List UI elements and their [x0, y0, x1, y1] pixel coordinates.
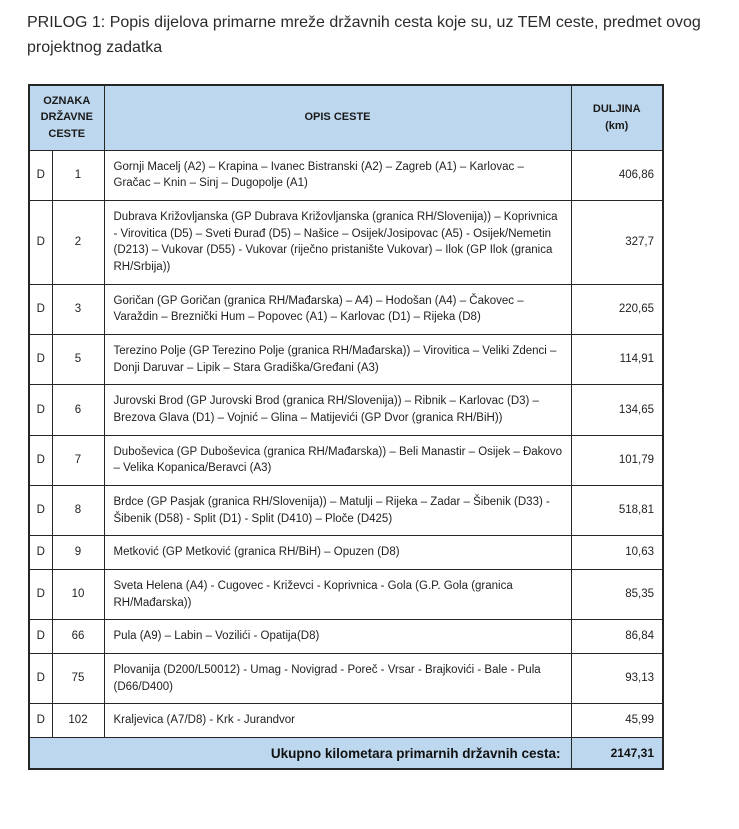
road-prefix-cell: D: [29, 704, 52, 738]
road-number-cell: 9: [52, 536, 104, 570]
table-row: [29, 334, 663, 384]
header-cell-oznaka: OZNAKA DRŽAVNE CESTE: [29, 85, 104, 151]
road-length-cell: 406,86: [571, 150, 663, 200]
table-row: [29, 536, 663, 570]
road-length-cell: 518,81: [571, 486, 663, 536]
roads-table-body: [29, 150, 663, 737]
road-prefix-cell: D: [29, 486, 52, 536]
road-number-cell: 8: [52, 486, 104, 536]
table-row: [29, 200, 663, 284]
road-length-cell: 93,13: [571, 654, 663, 704]
road-prefix-cell: D: [29, 654, 52, 704]
road-number-cell: 7: [52, 435, 104, 485]
table-row: [29, 385, 663, 435]
road-description-cell: Metković (GP Metković (granica RH/BiH) – Opuzen (D8): [104, 536, 571, 570]
road-prefix-cell: D: [29, 150, 52, 200]
road-number-cell: 2: [52, 200, 104, 284]
header-duljina-line1: DULJINA: [592, 103, 641, 116]
header-duljina-line2: (km): [605, 119, 629, 132]
road-number-cell: 66: [52, 620, 104, 654]
road-description-cell: Plovanija (D200/L50012) - Umag - Novigrad - Poreč - Vrsar - Brajkovići - Bale - Pula (D66/D400): [104, 654, 571, 704]
road-length-cell: 86,84: [571, 620, 663, 654]
table-footer: [29, 738, 663, 770]
table-row: [29, 150, 663, 200]
road-number-cell: 102: [52, 704, 104, 738]
road-description-cell: Duboševica (GP Duboševica (granica RH/Mađarska)) – Beli Manastir – Osijek – Đakovo – Velika Kopanica/Beravci (A3): [104, 435, 571, 485]
table-row: [29, 620, 663, 654]
road-number-cell: 3: [52, 284, 104, 334]
road-prefix-cell: D: [29, 570, 52, 620]
road-prefix-cell: D: [29, 200, 52, 284]
table-row: [29, 284, 663, 334]
road-description-cell: Goričan (GP Goričan (granica RH/Mađarska) – A4) – Hodošan (A4) – Čakovec – Varaždin – Breznički Hum – Popovec (A1) – Karlovac (D1) – Rijeka (D8): [104, 284, 571, 334]
road-number-cell: 10: [52, 570, 104, 620]
table-row: [29, 654, 663, 704]
roads-table: [28, 84, 664, 770]
road-number-cell: 75: [52, 654, 104, 704]
road-description-cell: Jurovski Brod (GP Jurovski Brod (granica RH/Slovenija)) – Ribnik – Karlovac (D3) – Brezova Glava (D1) – Vojnić – Glina – Matijevići (GP Dvor (granica RH/BiH)): [104, 385, 571, 435]
road-prefix-cell: D: [29, 334, 52, 384]
road-length-cell: 220,65: [571, 284, 663, 334]
road-description-cell: Pula (A9) – Labin – Vozilići - Opatija(D8): [104, 620, 571, 654]
road-description-cell: Terezino Polje (GP Terezino Polje (granica RH/Mađarska)) – Virovitica – Veliki Zdenci – Donji Daruvar – Lipik – Stara Gradiška/Gređani (A3): [104, 334, 571, 384]
road-number-cell: 1: [52, 150, 104, 200]
road-description-cell: Brdce (GP Pasjak (granica RH/Slovenija)) – Matulji – Rijeka – Zadar – Šibenik (D33) - Šibenik (D58) - Split (D1) - Split (D410) – Ploče (D425): [104, 486, 571, 536]
road-prefix-cell: D: [29, 620, 52, 654]
road-length-cell: 10,63: [571, 536, 663, 570]
table-row: [29, 704, 663, 738]
road-length-cell: 45,99: [571, 704, 663, 738]
table-header: [29, 85, 663, 151]
table-row: [29, 435, 663, 485]
total-label: Ukupno kilometara primarnih državnih cesta:: [29, 738, 571, 770]
road-number-cell: 6: [52, 385, 104, 435]
road-description-cell: Kraljevica (A7/D8) - Krk - Jurandvor: [104, 704, 571, 738]
page-title: PRILOG 1: Popis dijelova primarne mreže državnih cesta koje su, uz TEM ceste, predmet ovog projektnog zadatka: [27, 14, 701, 56]
road-length-cell: 134,65: [571, 385, 663, 435]
header-cell-duljina: [571, 85, 663, 151]
header-row: [29, 85, 663, 151]
road-length-cell: 101,79: [571, 435, 663, 485]
road-length-cell: 114,91: [571, 334, 663, 384]
road-prefix-cell: D: [29, 536, 52, 570]
road-length-cell: 327,7: [571, 200, 663, 284]
total-value: 2147,31: [571, 738, 663, 770]
road-number-cell: 5: [52, 334, 104, 384]
road-description-cell: Gornji Macelj (A2) – Krapina – Ivanec Bistranski (A2) – Zagreb (A1) – Karlovac – Gračac – Knin – Sinj – Dugopolje (A1): [104, 150, 571, 200]
header-cell-opis: OPIS CESTE: [104, 85, 571, 151]
road-prefix-cell: D: [29, 435, 52, 485]
road-description-cell: Sveta Helena (A4) - Cugovec - Križevci - Koprivnica - Gola (G.P. Gola (granica RH/Mađarska)): [104, 570, 571, 620]
road-length-cell: 85,35: [571, 570, 663, 620]
footer-row: [29, 738, 663, 770]
road-prefix-cell: D: [29, 385, 52, 435]
table-row: [29, 570, 663, 620]
table-row: [29, 486, 663, 536]
road-description-cell: Dubrava Križovljanska (GP Dubrava Križovljanska (granica RH/Slovenija)) – Koprivnica - Virovitica (D5) – Sveti Đurađ (D5) – Našice – Osijek/Josipovac (A5) - Osijek/Nemetin (D213) – Vukovar (D55) - Vukovar (riječno pristanište Vukovar) – Ilok (GP Ilok (granica RH/Srbija)): [104, 200, 571, 284]
road-prefix-cell: D: [29, 284, 52, 334]
